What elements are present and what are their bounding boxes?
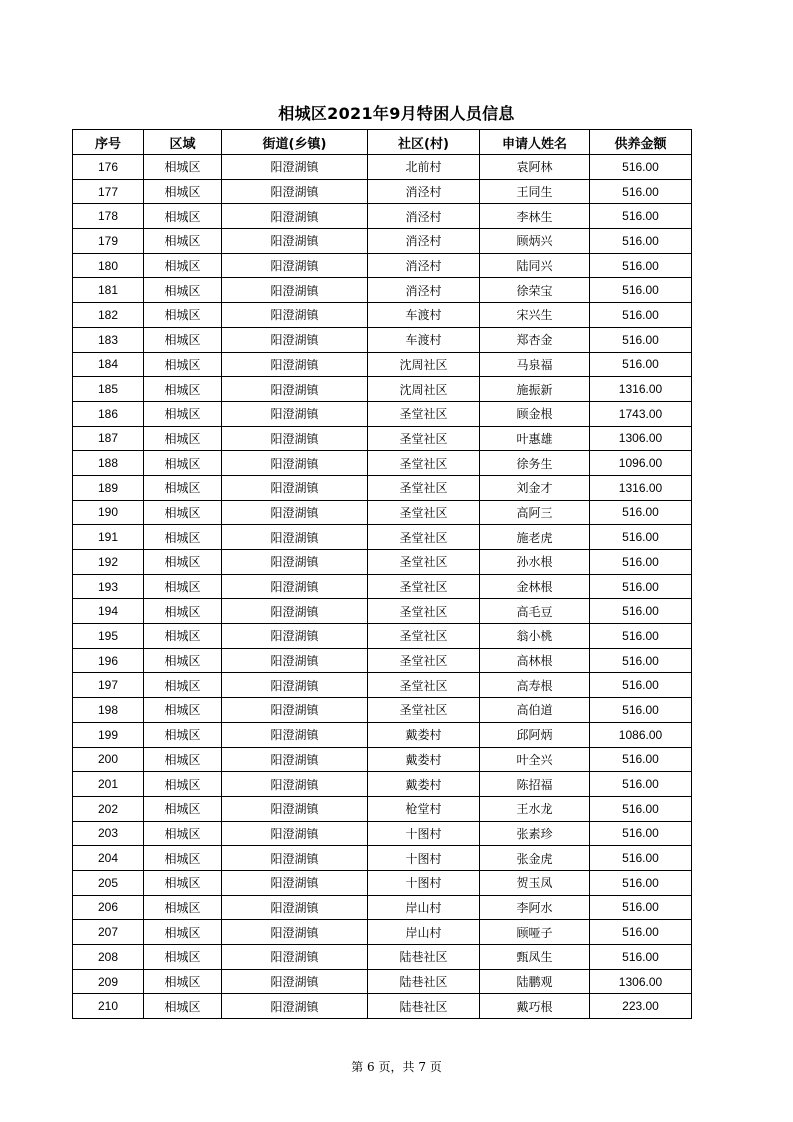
- seq-cell: 203: [73, 821, 144, 846]
- seq-cell: 191: [73, 525, 144, 550]
- name-cell: 张素珍: [480, 821, 590, 846]
- district-cell: 相城区: [144, 747, 222, 772]
- amount-cell: 1306.00: [590, 426, 692, 451]
- seq-cell: 206: [73, 895, 144, 920]
- name-cell: 李林生: [480, 204, 590, 229]
- amount-cell: 1743.00: [590, 401, 692, 426]
- table-row: [73, 673, 692, 698]
- seq-cell: 188: [73, 451, 144, 476]
- district-cell: 相城区: [144, 525, 222, 550]
- street-cell: 阳澄湖镇: [222, 426, 368, 451]
- community-cell: 消泾村: [368, 204, 480, 229]
- seq-cell: 210: [73, 994, 144, 1019]
- seq-cell: 185: [73, 377, 144, 402]
- community-cell: 戴娄村: [368, 747, 480, 772]
- seq-cell: 208: [73, 945, 144, 970]
- district-cell: 相城区: [144, 377, 222, 402]
- name-cell: 顾金根: [480, 401, 590, 426]
- table-row: [73, 994, 692, 1019]
- community-cell: 陆巷社区: [368, 969, 480, 994]
- street-cell: 阳澄湖镇: [222, 599, 368, 624]
- seq-cell: 209: [73, 969, 144, 994]
- street-cell: 阳澄湖镇: [222, 500, 368, 525]
- amount-cell: 516.00: [590, 253, 692, 278]
- table-row: [73, 698, 692, 723]
- district-cell: 相城区: [144, 401, 222, 426]
- amount-cell: 516.00: [590, 229, 692, 254]
- table-row: [73, 327, 692, 352]
- name-cell: 郑杏金: [480, 327, 590, 352]
- name-cell: 王水龙: [480, 796, 590, 821]
- seq-cell: 198: [73, 698, 144, 723]
- seq-cell: 192: [73, 550, 144, 575]
- seq-cell: 194: [73, 599, 144, 624]
- seq-cell: 201: [73, 772, 144, 797]
- street-cell: 阳澄湖镇: [222, 525, 368, 550]
- table-row: [73, 278, 692, 303]
- community-cell: 圣堂社区: [368, 624, 480, 649]
- seq-cell: 199: [73, 722, 144, 747]
- seq-cell: 187: [73, 426, 144, 451]
- street-cell: 阳澄湖镇: [222, 821, 368, 846]
- column-header: 申请人姓名: [480, 130, 590, 155]
- community-cell: 圣堂社区: [368, 698, 480, 723]
- table-row: [73, 722, 692, 747]
- table-row: [73, 550, 692, 575]
- seq-cell: 205: [73, 870, 144, 895]
- table-row: [73, 624, 692, 649]
- amount-cell: 1316.00: [590, 475, 692, 500]
- community-cell: 圣堂社区: [368, 500, 480, 525]
- name-cell: 贺玉凤: [480, 870, 590, 895]
- district-cell: 相城区: [144, 722, 222, 747]
- name-cell: 邱阿炳: [480, 722, 590, 747]
- table-body: [73, 155, 692, 1019]
- amount-cell: 516.00: [590, 624, 692, 649]
- seq-cell: 181: [73, 278, 144, 303]
- district-cell: 相城区: [144, 327, 222, 352]
- name-cell: 马泉福: [480, 352, 590, 377]
- table-row: [73, 525, 692, 550]
- community-cell: 圣堂社区: [368, 426, 480, 451]
- community-cell: 圣堂社区: [368, 401, 480, 426]
- street-cell: 阳澄湖镇: [222, 796, 368, 821]
- amount-cell: 516.00: [590, 945, 692, 970]
- table-row: [73, 945, 692, 970]
- street-cell: 阳澄湖镇: [222, 253, 368, 278]
- seq-cell: 178: [73, 204, 144, 229]
- name-cell: 李阿水: [480, 895, 590, 920]
- amount-cell: 1306.00: [590, 969, 692, 994]
- name-cell: 高伯道: [480, 698, 590, 723]
- district-cell: 相城区: [144, 969, 222, 994]
- community-cell: 圣堂社区: [368, 525, 480, 550]
- district-cell: 相城区: [144, 846, 222, 871]
- name-cell: 叶全兴: [480, 747, 590, 772]
- amount-cell: 516.00: [590, 179, 692, 204]
- street-cell: 阳澄湖镇: [222, 179, 368, 204]
- amount-cell: 1096.00: [590, 451, 692, 476]
- amount-cell: 516.00: [590, 574, 692, 599]
- community-cell: 消泾村: [368, 179, 480, 204]
- street-cell: 阳澄湖镇: [222, 945, 368, 970]
- community-cell: 消泾村: [368, 229, 480, 254]
- street-cell: 阳澄湖镇: [222, 969, 368, 994]
- street-cell: 阳澄湖镇: [222, 475, 368, 500]
- street-cell: 阳澄湖镇: [222, 352, 368, 377]
- amount-cell: 516.00: [590, 204, 692, 229]
- seq-cell: 179: [73, 229, 144, 254]
- amount-cell: 516.00: [590, 796, 692, 821]
- street-cell: 阳澄湖镇: [222, 303, 368, 328]
- street-cell: 阳澄湖镇: [222, 574, 368, 599]
- district-cell: 相城区: [144, 451, 222, 476]
- community-cell: 圣堂社区: [368, 574, 480, 599]
- name-cell: 高阿三: [480, 500, 590, 525]
- table-row: [73, 821, 692, 846]
- street-cell: 阳澄湖镇: [222, 772, 368, 797]
- amount-cell: 516.00: [590, 599, 692, 624]
- table-row: [73, 895, 692, 920]
- seq-cell: 207: [73, 920, 144, 945]
- seq-cell: 183: [73, 327, 144, 352]
- community-cell: 戴娄村: [368, 722, 480, 747]
- name-cell: 刘金才: [480, 475, 590, 500]
- amount-cell: 516.00: [590, 821, 692, 846]
- district-cell: 相城区: [144, 673, 222, 698]
- district-cell: 相城区: [144, 772, 222, 797]
- street-cell: 阳澄湖镇: [222, 451, 368, 476]
- street-cell: 阳澄湖镇: [222, 278, 368, 303]
- seq-cell: 202: [73, 796, 144, 821]
- name-cell: 高林根: [480, 648, 590, 673]
- page-footer: 第 6 页，共 7 页: [351, 1060, 442, 1074]
- street-cell: 阳澄湖镇: [222, 155, 368, 180]
- table-row: [73, 451, 692, 476]
- name-cell: 甄凤生: [480, 945, 590, 970]
- community-cell: 圣堂社区: [368, 451, 480, 476]
- community-cell: 车渡村: [368, 303, 480, 328]
- seq-cell: 182: [73, 303, 144, 328]
- community-cell: 消泾村: [368, 278, 480, 303]
- name-cell: 陆同兴: [480, 253, 590, 278]
- district-cell: 相城区: [144, 475, 222, 500]
- community-cell: 戴娄村: [368, 772, 480, 797]
- street-cell: 阳澄湖镇: [222, 698, 368, 723]
- amount-cell: 516.00: [590, 747, 692, 772]
- community-cell: 圣堂社区: [368, 648, 480, 673]
- district-cell: 相城区: [144, 648, 222, 673]
- amount-cell: 1316.00: [590, 377, 692, 402]
- street-cell: 阳澄湖镇: [222, 648, 368, 673]
- column-header: 供养金额: [590, 130, 692, 155]
- amount-cell: 516.00: [590, 673, 692, 698]
- table-row: [73, 352, 692, 377]
- table-row: [73, 229, 692, 254]
- table-row: [73, 500, 692, 525]
- amount-cell: 516.00: [590, 155, 692, 180]
- table-row: [73, 401, 692, 426]
- table-row: [73, 303, 692, 328]
- community-cell: 十图村: [368, 821, 480, 846]
- amount-cell: 516.00: [590, 278, 692, 303]
- table-row: [73, 179, 692, 204]
- name-cell: 戴巧根: [480, 994, 590, 1019]
- recipients-table: [72, 129, 692, 1019]
- seq-cell: 195: [73, 624, 144, 649]
- community-cell: 枪堂村: [368, 796, 480, 821]
- community-cell: 圣堂社区: [368, 475, 480, 500]
- seq-cell: 197: [73, 673, 144, 698]
- district-cell: 相城区: [144, 278, 222, 303]
- district-cell: 相城区: [144, 870, 222, 895]
- amount-cell: 516.00: [590, 772, 692, 797]
- district-cell: 相城区: [144, 303, 222, 328]
- amount-cell: 516.00: [590, 550, 692, 575]
- column-header: 社区(村): [368, 130, 480, 155]
- table-row: [73, 204, 692, 229]
- name-cell: 陈招福: [480, 772, 590, 797]
- district-cell: 相城区: [144, 204, 222, 229]
- seq-cell: 200: [73, 747, 144, 772]
- seq-cell: 177: [73, 179, 144, 204]
- street-cell: 阳澄湖镇: [222, 377, 368, 402]
- community-cell: 岸山村: [368, 920, 480, 945]
- table-row: [73, 253, 692, 278]
- district-cell: 相城区: [144, 821, 222, 846]
- seq-cell: 204: [73, 846, 144, 871]
- community-cell: 圣堂社区: [368, 673, 480, 698]
- name-cell: 翁小桃: [480, 624, 590, 649]
- street-cell: 阳澄湖镇: [222, 624, 368, 649]
- community-cell: 车渡村: [368, 327, 480, 352]
- street-cell: 阳澄湖镇: [222, 401, 368, 426]
- district-cell: 相城区: [144, 920, 222, 945]
- table-row: [73, 155, 692, 180]
- amount-cell: 516.00: [590, 525, 692, 550]
- street-cell: 阳澄湖镇: [222, 920, 368, 945]
- table-row: [73, 920, 692, 945]
- name-cell: 金林根: [480, 574, 590, 599]
- table-row: [73, 772, 692, 797]
- name-cell: 顾哑子: [480, 920, 590, 945]
- street-cell: 阳澄湖镇: [222, 722, 368, 747]
- table-row: [73, 475, 692, 500]
- amount-cell: 516.00: [590, 500, 692, 525]
- seq-cell: 180: [73, 253, 144, 278]
- name-cell: 高毛豆: [480, 599, 590, 624]
- community-cell: 圣堂社区: [368, 550, 480, 575]
- name-cell: 施振新: [480, 377, 590, 402]
- amount-cell: 223.00: [590, 994, 692, 1019]
- table-row: [73, 969, 692, 994]
- table-row: [73, 648, 692, 673]
- community-cell: 陆巷社区: [368, 945, 480, 970]
- district-cell: 相城区: [144, 500, 222, 525]
- amount-cell: 516.00: [590, 846, 692, 871]
- street-cell: 阳澄湖镇: [222, 870, 368, 895]
- seq-cell: 189: [73, 475, 144, 500]
- name-cell: 高寿根: [480, 673, 590, 698]
- table-header-row: [73, 130, 692, 155]
- street-cell: 阳澄湖镇: [222, 229, 368, 254]
- column-header: 街道(乡镇): [222, 130, 368, 155]
- seq-cell: 196: [73, 648, 144, 673]
- seq-cell: 176: [73, 155, 144, 180]
- name-cell: 陆鹏观: [480, 969, 590, 994]
- amount-cell: 516.00: [590, 870, 692, 895]
- amount-cell: 516.00: [590, 327, 692, 352]
- street-cell: 阳澄湖镇: [222, 895, 368, 920]
- amount-cell: 516.00: [590, 895, 692, 920]
- name-cell: 宋兴生: [480, 303, 590, 328]
- community-cell: 十图村: [368, 846, 480, 871]
- community-cell: 陆巷社区: [368, 994, 480, 1019]
- name-cell: 顾炳兴: [480, 229, 590, 254]
- table-row: [73, 796, 692, 821]
- community-cell: 沈周社区: [368, 352, 480, 377]
- table-row: [73, 426, 692, 451]
- column-header: 区域: [144, 130, 222, 155]
- table-row: [73, 377, 692, 402]
- seq-cell: 186: [73, 401, 144, 426]
- amount-cell: 516.00: [590, 920, 692, 945]
- street-cell: 阳澄湖镇: [222, 204, 368, 229]
- name-cell: 王同生: [480, 179, 590, 204]
- seq-cell: 190: [73, 500, 144, 525]
- district-cell: 相城区: [144, 253, 222, 278]
- street-cell: 阳澄湖镇: [222, 327, 368, 352]
- street-cell: 阳澄湖镇: [222, 673, 368, 698]
- community-cell: 岸山村: [368, 895, 480, 920]
- district-cell: 相城区: [144, 994, 222, 1019]
- amount-cell: 516.00: [590, 352, 692, 377]
- district-cell: 相城区: [144, 179, 222, 204]
- district-cell: 相城区: [144, 599, 222, 624]
- district-cell: 相城区: [144, 624, 222, 649]
- district-cell: 相城区: [144, 574, 222, 599]
- column-header: 序号: [73, 130, 144, 155]
- table-row: [73, 599, 692, 624]
- amount-cell: 516.00: [590, 698, 692, 723]
- district-cell: 相城区: [144, 352, 222, 377]
- name-cell: 徐荣宝: [480, 278, 590, 303]
- district-cell: 相城区: [144, 698, 222, 723]
- amount-cell: 516.00: [590, 303, 692, 328]
- community-cell: 沈周社区: [368, 377, 480, 402]
- district-cell: 相城区: [144, 895, 222, 920]
- seq-cell: 193: [73, 574, 144, 599]
- amount-cell: 1086.00: [590, 722, 692, 747]
- community-cell: 消泾村: [368, 253, 480, 278]
- street-cell: 阳澄湖镇: [222, 846, 368, 871]
- district-cell: 相城区: [144, 229, 222, 254]
- amount-cell: 516.00: [590, 648, 692, 673]
- street-cell: 阳澄湖镇: [222, 994, 368, 1019]
- page-title: 相城区2021年9月特困人员信息: [278, 104, 515, 123]
- name-cell: 徐务生: [480, 451, 590, 476]
- name-cell: 孙水根: [480, 550, 590, 575]
- district-cell: 相城区: [144, 796, 222, 821]
- community-cell: 圣堂社区: [368, 599, 480, 624]
- district-cell: 相城区: [144, 426, 222, 451]
- community-cell: 北前村: [368, 155, 480, 180]
- seq-cell: 184: [73, 352, 144, 377]
- table-row: [73, 574, 692, 599]
- table-row: [73, 846, 692, 871]
- street-cell: 阳澄湖镇: [222, 550, 368, 575]
- district-cell: 相城区: [144, 945, 222, 970]
- name-cell: 张金虎: [480, 846, 590, 871]
- street-cell: 阳澄湖镇: [222, 747, 368, 772]
- district-cell: 相城区: [144, 155, 222, 180]
- table-row: [73, 870, 692, 895]
- community-cell: 十图村: [368, 870, 480, 895]
- name-cell: 袁阿林: [480, 155, 590, 180]
- name-cell: 施老虎: [480, 525, 590, 550]
- name-cell: 叶惠雄: [480, 426, 590, 451]
- district-cell: 相城区: [144, 550, 222, 575]
- table-row: [73, 747, 692, 772]
